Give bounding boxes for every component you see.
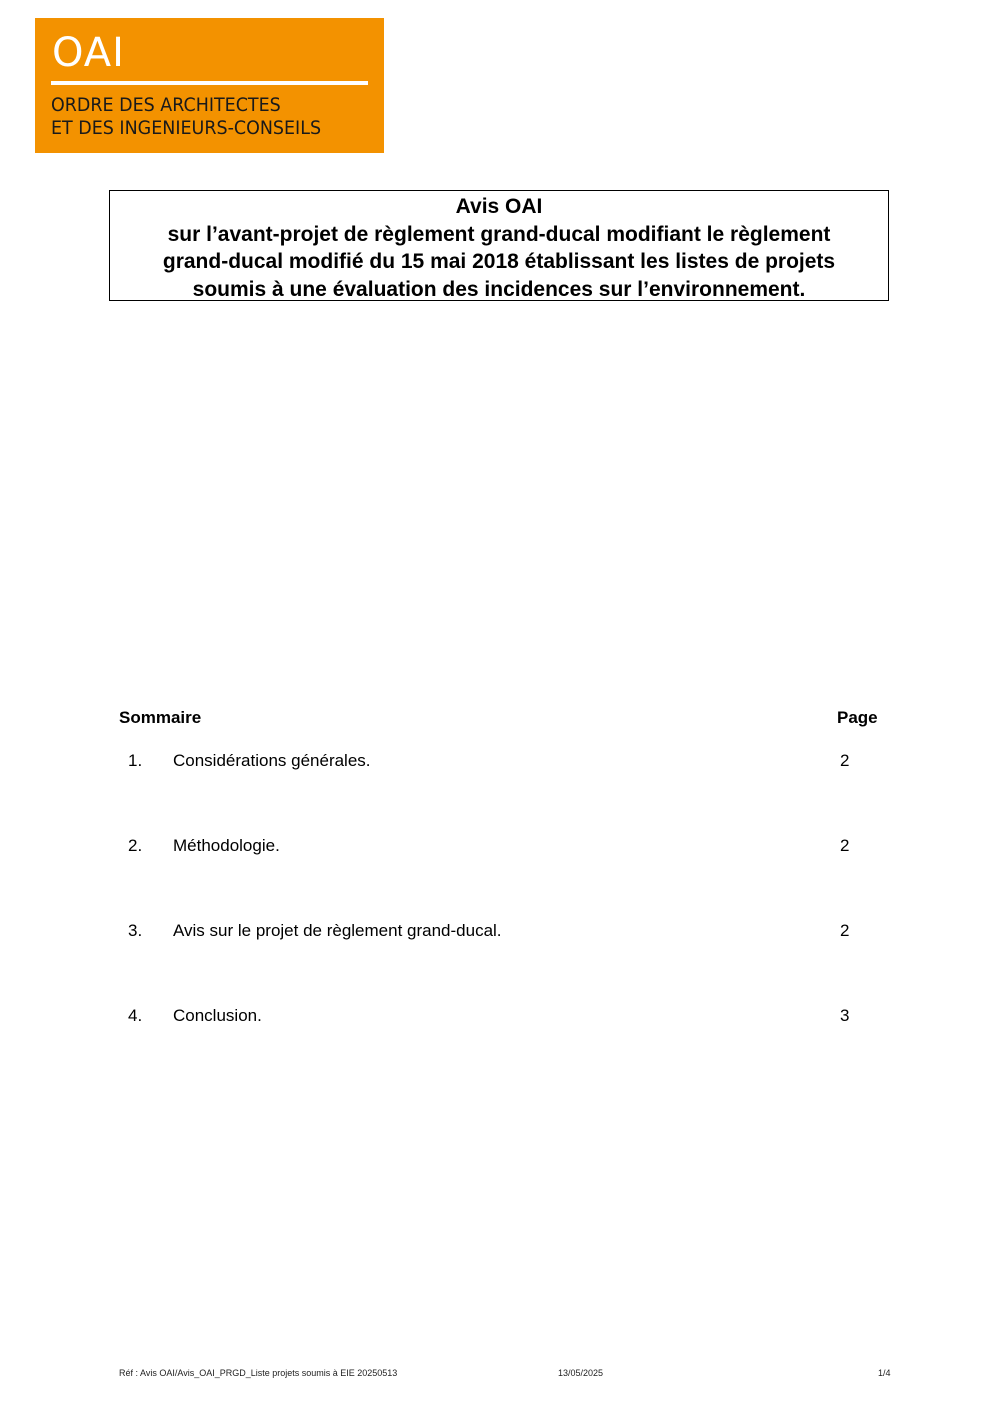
toc-item-number: 4.: [128, 1006, 143, 1025]
toc-item-title: Méthodologie.: [173, 836, 280, 855]
document-title-box: [109, 190, 889, 301]
footer-date: 13/05/2025: [558, 1368, 604, 1378]
document-title-line2: sur l’avant-projet de règlement grand-ducal modifiant le règlement: [167, 222, 831, 246]
toc-heading: Sommaire: [119, 708, 202, 727]
footer-reference: Réf : Avis OAI/Avis_OAI_PRGD_Liste projets soumis à EIE 20250513: [119, 1368, 398, 1378]
document-title-line4: soumis à une évaluation des incidences sur l’environnement.: [192, 277, 806, 301]
toc-item-number: 2.: [128, 836, 143, 855]
oai-logo: [35, 18, 384, 153]
toc-item: [0, 836, 1000, 858]
footer-page-number: 1/4: [878, 1368, 891, 1378]
toc-item-page: 3: [840, 1006, 850, 1025]
toc-item: [0, 921, 1000, 943]
logo-org-name-line2: ET DES INGENIEURS-CONSEILS: [51, 117, 322, 139]
toc-item: [0, 1006, 1000, 1028]
document-title-line3: grand-ducal modifié du 15 mai 2018 établissant les listes de projets: [162, 250, 836, 273]
toc-item-page: 2: [840, 751, 850, 770]
toc-item-title: Avis sur le projet de règlement grand-ducal.: [173, 921, 502, 940]
logo-rule: [51, 81, 368, 85]
logo-acronym: OAI: [52, 30, 125, 76]
toc-item-page: 2: [840, 921, 850, 940]
toc-item: [0, 751, 1000, 773]
toc-item-title: Considérations générales.: [173, 751, 371, 770]
toc-item-title: Conclusion.: [173, 1006, 262, 1025]
document-title-line1: Avis OAI: [455, 195, 543, 218]
toc-item-number: 1.: [128, 751, 143, 770]
logo-org-name-line1: ORDRE DES ARCHITECTES: [51, 94, 281, 116]
toc-item-page: 2: [840, 836, 850, 855]
toc-page-heading: Page: [837, 708, 878, 727]
toc-item-number: 3.: [128, 921, 143, 940]
